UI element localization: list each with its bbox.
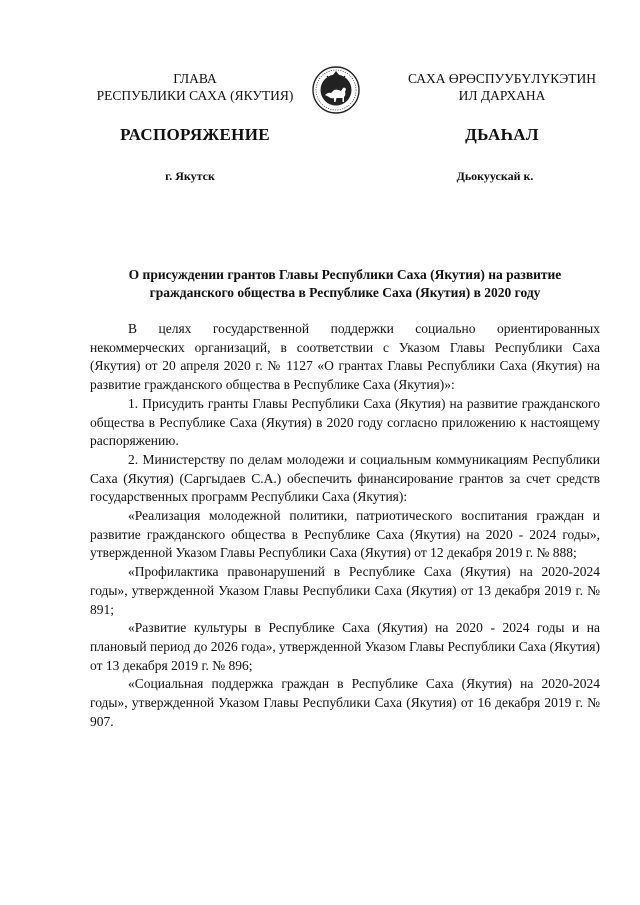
title-line1: О присуждении грантов Главы Республики Саха (Якутия) на развитие: [128, 267, 562, 282]
title-line2: гражданского общества в Республике Саха (Якутия) в 2020 году: [149, 285, 541, 300]
paragraph-preamble: В целях государственной поддержки социально ориентированных некоммерческих организаций, в соответствии с Указом Главы Республики Саха (Якутия) от 20 апреля 2020 г. № 1127 «О грантах Главы Республики Саха (Якутия) на развитие гражданского общества в Республике Саха (Якутия)»:: [90, 321, 600, 393]
paragraph-item-1: 1. Присудить гранты Главы Республики Саха (Якутия) на развитие гражданского общества в Республике Саха (Якутия) в 2020 году согласно приложению к настоящему распоряжению.: [90, 395, 600, 449]
header-left-line2: РЕСПУБЛИКИ САХА (ЯКУТИЯ): [96, 88, 294, 103]
coat-of-arms-emblem: [311, 62, 361, 118]
header-right: [382, 70, 622, 104]
header-left: [80, 70, 310, 104]
city-russian: г. Якутск: [165, 169, 215, 183]
paragraph-program-social: «Социальная поддержка граждан в Республике Саха (Якутия) на 2020-2024 годы», утвержденной Указом Главы Республики Саха (Якутия) от 16 декабря 2019 г. № 907.: [90, 676, 600, 729]
document-title: [88, 266, 602, 302]
paragraph-program-culture: «Развитие культуры в Республике Саха (Якутия) на 2020 - 2024 годы и на плановый период до 2026 года», утвержденной Указом Главы Республики Саха (Якутия) от 13 декабря 2019 г. № 896;: [90, 620, 600, 673]
header-left-line1: ГЛАВА: [173, 71, 217, 86]
header-right-line2: ИЛ ДАРХАНА: [458, 88, 546, 103]
paragraph-program-prevention: «Профилактика правонарушений в Республике Саха (Якутия) на 2020-2024 годы», утвержденной Указом Главы Республики Саха (Якутия) от 13 декабря 2019 г. № 891;: [90, 564, 600, 617]
doc-type-yakut: ДЬАҺАЛ: [465, 125, 539, 144]
city-yakut: Дьокуускай к.: [456, 169, 534, 183]
doc-type-russian: РАСПОРЯЖЕНИЕ: [120, 125, 270, 144]
header-right-line1: САХА ӨРӨСПУУБҮЛҮКЭТИН: [407, 71, 597, 86]
paragraph-program-youth: «Реализация молодежной политики, патриотического воспитания граждан и развитие гражданского общества в Республике Саха (Якутия) на 2020 - 2024 годы», утвержденной Указом Главы Республики Саха (Якутия) от 12 декабря 2019 г. № 888;: [90, 508, 600, 561]
paragraph-item-2: 2. Министерству по делам молодежи и социальным коммуникациям Республики Саха (Якутия) (Саргыдаев С.А.) обеспечить финансирование грантов за счет средств государственных программ Республики Саха (Якутия):: [90, 451, 600, 505]
document-body: [90, 320, 600, 731]
